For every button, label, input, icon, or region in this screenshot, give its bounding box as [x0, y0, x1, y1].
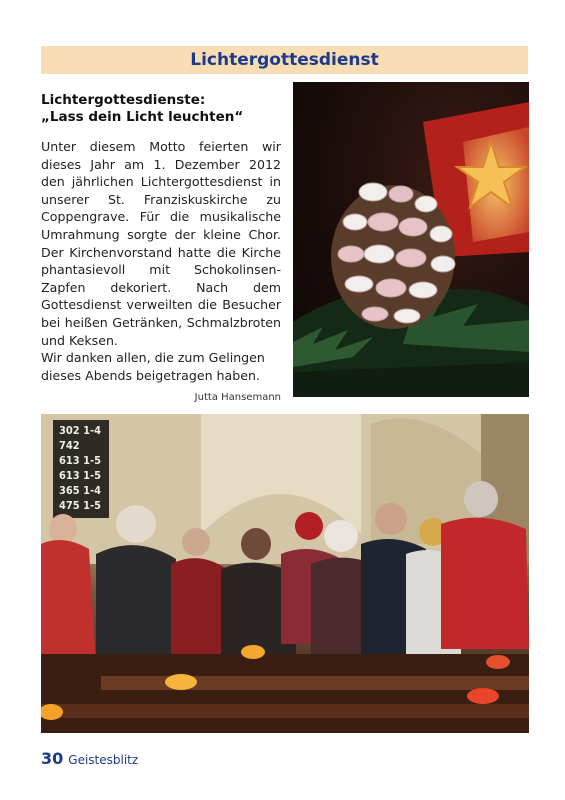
article-author: Jutta Hansemann — [194, 392, 281, 404]
title-banner — [41, 46, 528, 74]
page-title: Lichtergottesdienst — [190, 50, 379, 70]
hymn-board-row-6: 475 1-5 — [59, 499, 101, 512]
photo-pine-cone — [293, 82, 529, 397]
hymn-board-row-5: 365 1-4 — [59, 484, 101, 497]
article-heading-line-1: Lichtergottesdienste: — [41, 92, 206, 108]
pine-cone-illustration — [293, 82, 529, 397]
hymn-board-row-4: 613 1-5 — [59, 469, 101, 482]
article-heading — [41, 92, 281, 126]
page-number: 30 — [41, 749, 64, 768]
congregation-illustration — [41, 414, 529, 733]
article-paragraph-1: Unter diesem Motto feierten wir dieses Jahr am 1. Dezember 2012 den jährlichen Lichtergottesdienst in unserer St. Franziskuskirche zu Coppengrave. Für die musikalische Umrahmung sorgte der kleine Chor. Der Kirchenvorstand hatte die Kirche phantasievoll mit Schokolinsen-Zapfen dekoriert. Nach dem Gottesdienst verweilten die Besucher bei heißen Getränken, Schmalzbroten und Keksen. — [41, 139, 281, 348]
magazine-name: Geistesblitz — [68, 753, 139, 767]
page-footer — [41, 749, 138, 768]
hymn-board-row-1: 302 1-4 — [59, 424, 101, 437]
article-heading-line-2: „Lass dein Licht leuchten“ — [41, 109, 244, 125]
hymn-board-row-3: 613 1-5 — [59, 454, 101, 467]
photo-congregation — [41, 414, 529, 733]
hymn-board-row-2: 742 — [59, 439, 80, 452]
article-paragraph-2: Wir danken allen, die zum Gelingen dieses Abends beigetragen haben. — [41, 350, 265, 383]
article-column — [41, 92, 281, 403]
